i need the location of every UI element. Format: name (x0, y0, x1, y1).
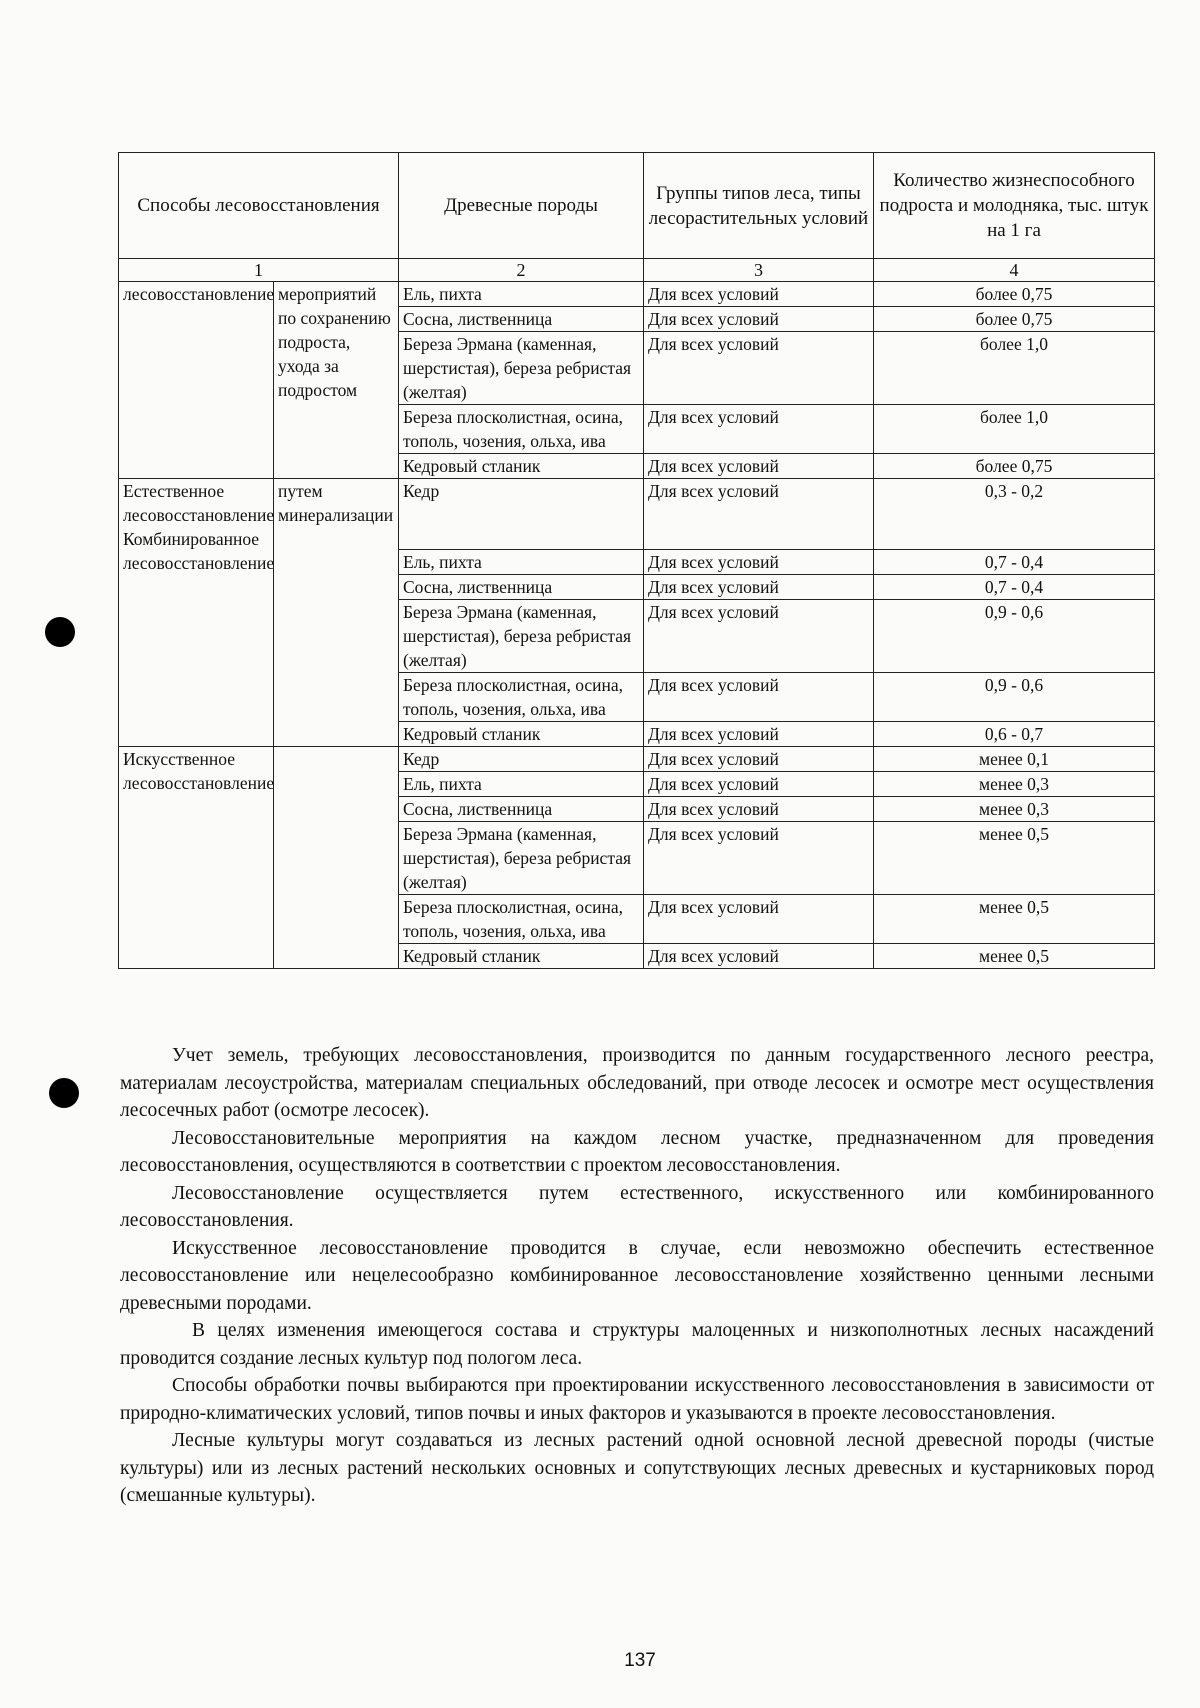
column-number: 4 (874, 259, 1155, 282)
value-cell: более 1,0 (874, 332, 1155, 405)
header-species: Древесные породы (399, 153, 644, 259)
species-cell: Береза Эрмана (каменная, шерстистая), береза ребристая (желтая) (399, 600, 644, 673)
method-cell: Искусственное лесовосстановление (119, 747, 274, 969)
paragraph: В целях изменения имеющегося состава и структуры малоценных и низкополнотных лесных насаждений проводится создание лесных культур под пологом леса. (120, 1320, 1154, 1369)
paragraph: Лесные культуры могут создаваться из лесных растений одной основной лесной древесной породы (чистые культуры) или из лесных растений нескольких основных и сопутствующих лесных древесных и кустарниковых пород (смешанные культуры). (120, 1430, 1154, 1506)
column-number: 1 (119, 259, 399, 282)
value-cell: 0,9 - 0,6 (874, 673, 1155, 722)
value-cell: менее 0,5 (874, 895, 1155, 944)
conditions-cell: Для всех условий (644, 600, 874, 673)
value-cell: менее 0,5 (874, 822, 1155, 895)
conditions-cell: Для всех условий (644, 405, 874, 454)
species-cell: Сосна, лиственница (399, 575, 644, 600)
sub-method-cell (274, 747, 399, 969)
value-cell: менее 0,1 (874, 747, 1155, 772)
paragraph: Лесовосстановление осуществляется путем естественного, искусственного или комбинированного лесовосстановления. (120, 1182, 1154, 1231)
column-number: 3 (644, 259, 874, 282)
conditions-cell: Для всех условий (644, 944, 874, 969)
conditions-cell: Для всех условий (644, 454, 874, 479)
species-cell: Кедровый стланик (399, 944, 644, 969)
conditions-cell: Для всех условий (644, 575, 874, 600)
value-cell: 0,7 - 0,4 (874, 550, 1155, 575)
species-cell: Ель, пихта (399, 550, 644, 575)
species-cell: Кедровый стланик (399, 454, 644, 479)
species-cell: Сосна, лиственница (399, 797, 644, 822)
column-number: 2 (399, 259, 644, 282)
conditions-cell: Для всех условий (644, 772, 874, 797)
method-cell: лесовосстановление (119, 282, 274, 479)
conditions-cell: Для всех условий (644, 282, 874, 307)
conditions-cell: Для всех условий (644, 747, 874, 772)
column-number-row (119, 259, 1155, 282)
value-cell: более 1,0 (874, 405, 1155, 454)
conditions-cell: Для всех условий (644, 797, 874, 822)
species-cell: Ель, пихта (399, 772, 644, 797)
species-cell: Кедр (399, 479, 644, 550)
regeneration-table (118, 152, 1155, 969)
conditions-cell: Для всех условий (644, 479, 874, 550)
table-row (119, 282, 1155, 307)
value-cell: более 0,75 (874, 282, 1155, 307)
species-cell: Береза плосколистная, осина, тополь, чозения, ольха, ива (399, 895, 644, 944)
paragraph: Искусственное лесовосстановление проводится в случае, если невозможно обеспечить естественное лесовосстановление или нецелесообразно комбинированное лесовосстановление хозяйственно ценными лесными древесными породами. (120, 1237, 1154, 1314)
species-cell: Береза плосколистная, осина, тополь, чозения, ольха, ива (399, 405, 644, 454)
conditions-cell: Для всех условий (644, 822, 874, 895)
table-row (119, 747, 1155, 772)
species-cell: Ель, пихта (399, 282, 644, 307)
conditions-cell: Для всех условий (644, 722, 874, 747)
value-cell: менее 0,5 (874, 944, 1155, 969)
value-cell: 0,7 - 0,4 (874, 575, 1155, 600)
value-cell: менее 0,3 (874, 797, 1155, 822)
value-cell: 0,9 - 0,6 (874, 600, 1155, 673)
header-forest-types: Группы типов леса, типы лесорастительных условий (644, 153, 874, 259)
species-cell: Сосна, лиственница (399, 307, 644, 332)
value-cell: 0,3 - 0,2 (874, 479, 1155, 550)
value-cell: 0,6 - 0,7 (874, 722, 1155, 747)
method-cell: Естественное лесовосстановление Комбинированное лесовосстановление (119, 479, 274, 747)
punch-hole-2 (49, 1078, 79, 1108)
value-cell: более 0,75 (874, 454, 1155, 479)
paragraph: Лесовосстановительные мероприятия на каждом лесном участке, предназначенном для проведения лесовосстановления, осуществляются в соответствии с проектом лесовосстановления. (120, 1127, 1154, 1176)
species-cell: Береза плосколистная, осина, тополь, чозения, ольха, ива (399, 673, 644, 722)
species-cell: Кедр (399, 747, 644, 772)
paragraph: Учет земель, требующих лесовосстановления, производится по данным государственного лесного реестра, материалам лесоустройства, материалам специальных обследований, при отводе лесосек и осмотре мест осуществления лесосечных работ (осмотре лесосек). (120, 1045, 1154, 1121)
value-cell: менее 0,3 (874, 772, 1155, 797)
conditions-cell: Для всех условий (644, 673, 874, 722)
body-text (120, 1042, 1154, 1510)
conditions-cell: Для всех условий (644, 550, 874, 575)
conditions-cell: Для всех условий (644, 332, 874, 405)
header-methods: Способы лесовосстановления (119, 153, 399, 259)
header-quantity: Количество жизнеспособного подроста и молодняка, тыс. штук на 1 га (874, 153, 1155, 259)
conditions-cell: Для всех условий (644, 307, 874, 332)
paragraph: Способы обработки почвы выбираются при проектировании искусственного лесовосстановления в зависимости от природно-климатических условий, типов почвы и иных факторов и указываются в проекте лесовосстановления. (120, 1375, 1154, 1424)
page-number: 137 (624, 1650, 656, 1671)
species-cell: Береза Эрмана (каменная, шерстистая), береза ребристая (желтая) (399, 332, 644, 405)
conditions-cell: Для всех условий (644, 895, 874, 944)
sub-method-cell: путем минерализации (274, 479, 399, 747)
table-row (119, 479, 1155, 550)
punch-hole-1 (45, 617, 75, 647)
species-cell: Кедровый стланик (399, 722, 644, 747)
sub-method-cell: мероприятий по сохранению подроста, ухода за подростом (274, 282, 399, 479)
table-header-row (119, 153, 1155, 259)
species-cell: Береза Эрмана (каменная, шерстистая), береза ребристая (желтая) (399, 822, 644, 895)
value-cell: более 0,75 (874, 307, 1155, 332)
